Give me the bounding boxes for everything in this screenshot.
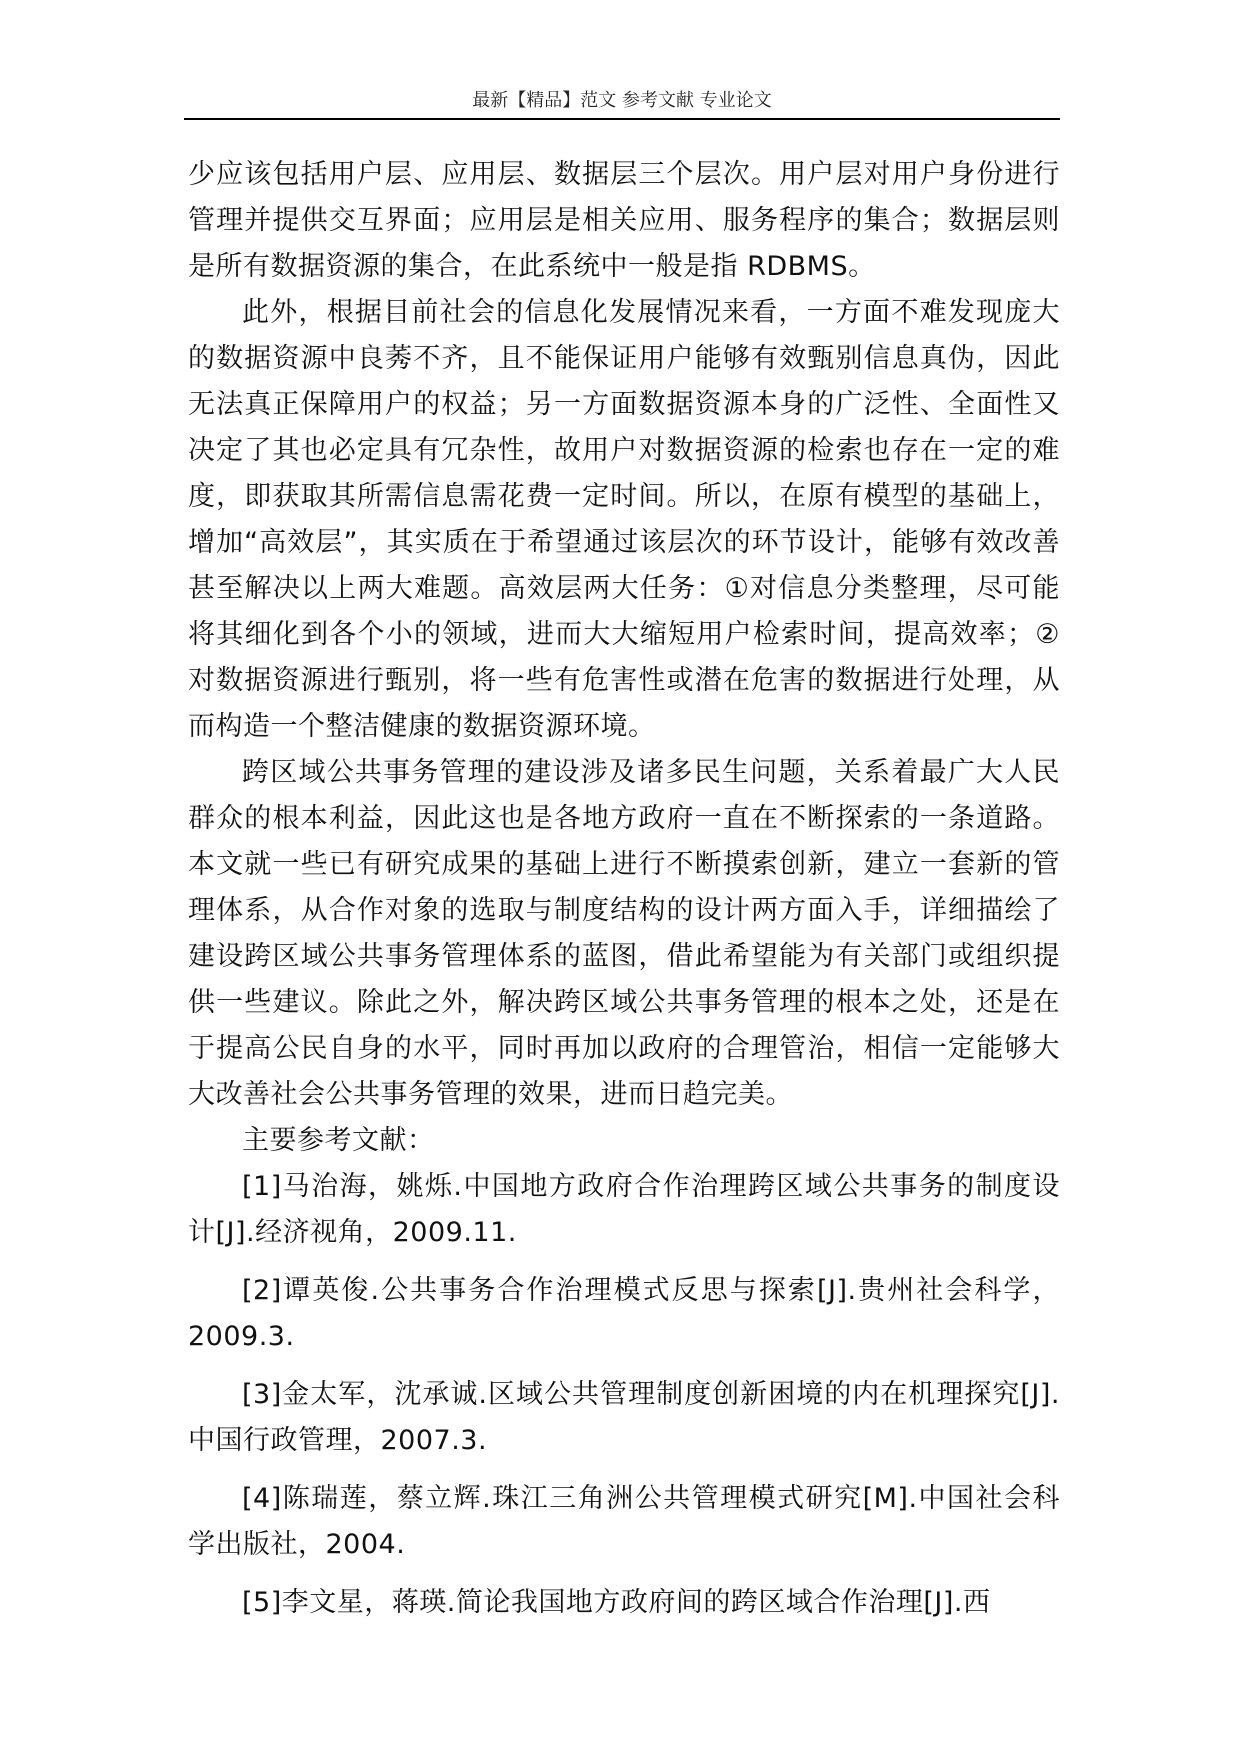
document-body: [188, 152, 1060, 1626]
page-header: 最新【精品】范文 参考文献 专业论文: [472, 90, 772, 111]
reference-item: [5]李文星，蒋瑛.简论我国地方政府间的跨区域合作治理[J].西: [242, 1587, 991, 1618]
header-divider: [184, 118, 1060, 120]
paragraph: 此外，根据目前社会的信息化发展情况来看，一方面不难发现庞大的数据资源中良莠不齐，且不能保证用户能够有效甄别信息真伪，因此无法真正保障用户的权益；另一方面数据资源本身的广泛性、全面性又决定了其也必定具有冗杂性，故用户对数据资源的检索也存在一定的难度，即获取其所需信息需花费一定时间。所以，在原有模型的基础上，增加“高效层”，其实质在于希望通过该层次的环节设计，能够有效改善甚至解决以上两大难题。高效层两大任务：①对信息分类整理，尽可能将其细化到各个小的领域，进而大大缩短用户检索时间，提高效率；②对数据资源进行甄别，将一些有危害性或潜在危害的数据进行处理，从而构造一个整洁健康的数据资源环境。: [188, 297, 1060, 742]
reference-item: [4]陈瑞莲，蔡立辉.珠江三角洲公共管理模式研究[M].中国社会科学出版社，2004.: [188, 1483, 1060, 1560]
reference-item: [3]金太军，沈承诚.区域公共管理制度创新困境的内在机理探究[J].中国行政管理，2007.3.: [188, 1379, 1060, 1456]
paragraph-continued: 少应该包括用户层、应用层、数据层三个层次。用户层对用户身份进行管理并提供交互界面；应用层是相关应用、服务程序的集合；数据层则是所有数据资源的集合，在此系统中一般是指 RDBMS。: [188, 159, 1060, 282]
reference-item: [2]谭英俊.公共事务合作治理模式反思与探索[J].贵州社会科学，2009.3.: [188, 1275, 1060, 1352]
references-heading: 主要参考文献：: [242, 1125, 435, 1156]
reference-item: [1]马治海，姚烁.中国地方政府合作治理跨区域公共事务的制度设计[J].经济视角，2009.11.: [188, 1171, 1060, 1248]
paragraph: 跨区域公共事务管理的建设涉及诸多民生问题，关系着最广大人民群众的根本利益，因此这也是各地方政府一直在不断探索的一条道路。本文就一些已有研究成果的基础上进行不断摸索创新，建立一套新的管理体系，从合作对象的选取与制度结构的设计两方面入手，详细描绘了建设跨区域公共事务管理体系的蓝图，借此希望能为有关部门或组织提供一些建议。除此之外，解决跨区域公共事务管理的根本之处，还是在于提高公民自身的水平，同时再加以政府的合理管治，相信一定能够大大改善社会公共事务管理的效果，进而日趋完美。: [188, 757, 1060, 1110]
